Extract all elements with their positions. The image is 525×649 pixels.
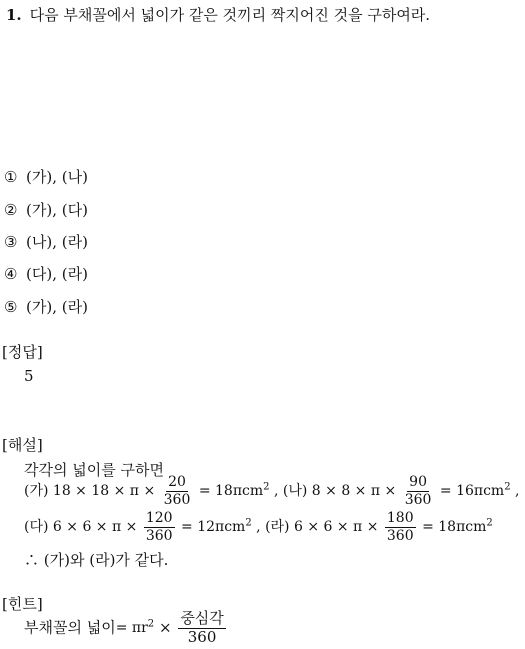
choice-3[interactable] [4, 231, 88, 252]
fraction-na [403, 475, 434, 507]
question-text: 다음 부채꼴에서 넓이가 같은 것끼리 짝지어진 것을 구하여라. [29, 6, 431, 24]
fraction-numerator: 중심각 [180, 609, 224, 627]
question [6, 4, 430, 25]
explanation-intro: 각각의 넓이를 구하면 [24, 461, 164, 479]
question-number: 1. [6, 6, 22, 24]
fraction-numerator: 20 [168, 474, 186, 490]
choice-5[interactable] [4, 296, 88, 317]
expr-na: 8 × 8 × π × [311, 483, 397, 500]
choice-text: (다), (라) [26, 265, 88, 283]
result-ra: = 18πcm$^2$ [422, 517, 493, 536]
fraction-ra [385, 511, 416, 543]
choice-1[interactable] [4, 166, 88, 187]
expr-ra: 6 × 6 × π × [293, 519, 379, 536]
fraction-denominator: 360 [404, 491, 432, 508]
choice-mark: ② [4, 201, 18, 219]
choice-4[interactable] [4, 263, 88, 284]
choice-mark: ⑤ [4, 298, 18, 316]
fraction-numerator: 90 [409, 474, 427, 490]
fraction-da [144, 511, 175, 543]
choice-text: (가), (라) [26, 298, 88, 316]
label-ga: (가) [24, 483, 49, 500]
expr-da: 6 × 6 × π × [52, 519, 138, 536]
result-ga: = 18πcm$^2$ [198, 481, 270, 500]
fraction-denominator: 360 [145, 527, 173, 544]
answer-value: 5 [24, 367, 34, 385]
fraction-denominator: 360 [187, 627, 217, 646]
hint-text: 부채꼴의 넓이 [24, 618, 116, 637]
choice-text: (나), (라) [26, 233, 88, 251]
hint-formula: = $\pi r^2$ [115, 618, 155, 637]
fraction-ga [162, 475, 193, 507]
label-na: (나) [282, 483, 308, 500]
explanation-line-2: (다) 6 × 6 × π × $\frac{120}{360}$ = 12πcm$^2$ , (라) 6 × 6 × π × $\frac{180}{360}$ = 18πcm$^2$ [24, 510, 493, 544]
hint-label: [힌트] [2, 595, 43, 613]
fraction-denominator: 360 [386, 527, 414, 544]
fraction-denominator: 360 [163, 491, 191, 508]
result-na: = 16πcm$^2$ [439, 481, 511, 500]
label-da: (다) [24, 519, 49, 536]
explanation-conclusion: ∴ (가)와 (라)가 같다. [24, 551, 169, 569]
choice-text: (가), (나) [26, 168, 88, 186]
choice-2[interactable] [4, 199, 88, 220]
result-da: = 12πcm$^2$ [181, 517, 252, 536]
hint-times: × [158, 618, 172, 637]
hint-formula-line [24, 611, 228, 646]
explanation-label: [해설] [2, 436, 43, 454]
fraction-numerator: 120 [145, 510, 173, 526]
choice-text: (가), (다) [26, 201, 88, 219]
choice-mark: ① [4, 168, 18, 186]
choice-mark: ④ [4, 265, 18, 283]
fraction-numerator: 180 [386, 510, 414, 526]
choice-mark: ③ [4, 233, 18, 251]
explanation-line-1: (가) 18 × 18 × π × $\frac{20}{360}$ = 18πcm$^2$ , (나) 8 × 8 × π × $\frac{90}{360}$ = 16πcm$^2$ , [24, 474, 520, 508]
hint-fraction [178, 611, 225, 646]
label-ra: (라) [265, 519, 290, 536]
expr-ga: 18 × 18 × π × [52, 483, 156, 500]
answer-label: [정답] [2, 343, 43, 361]
